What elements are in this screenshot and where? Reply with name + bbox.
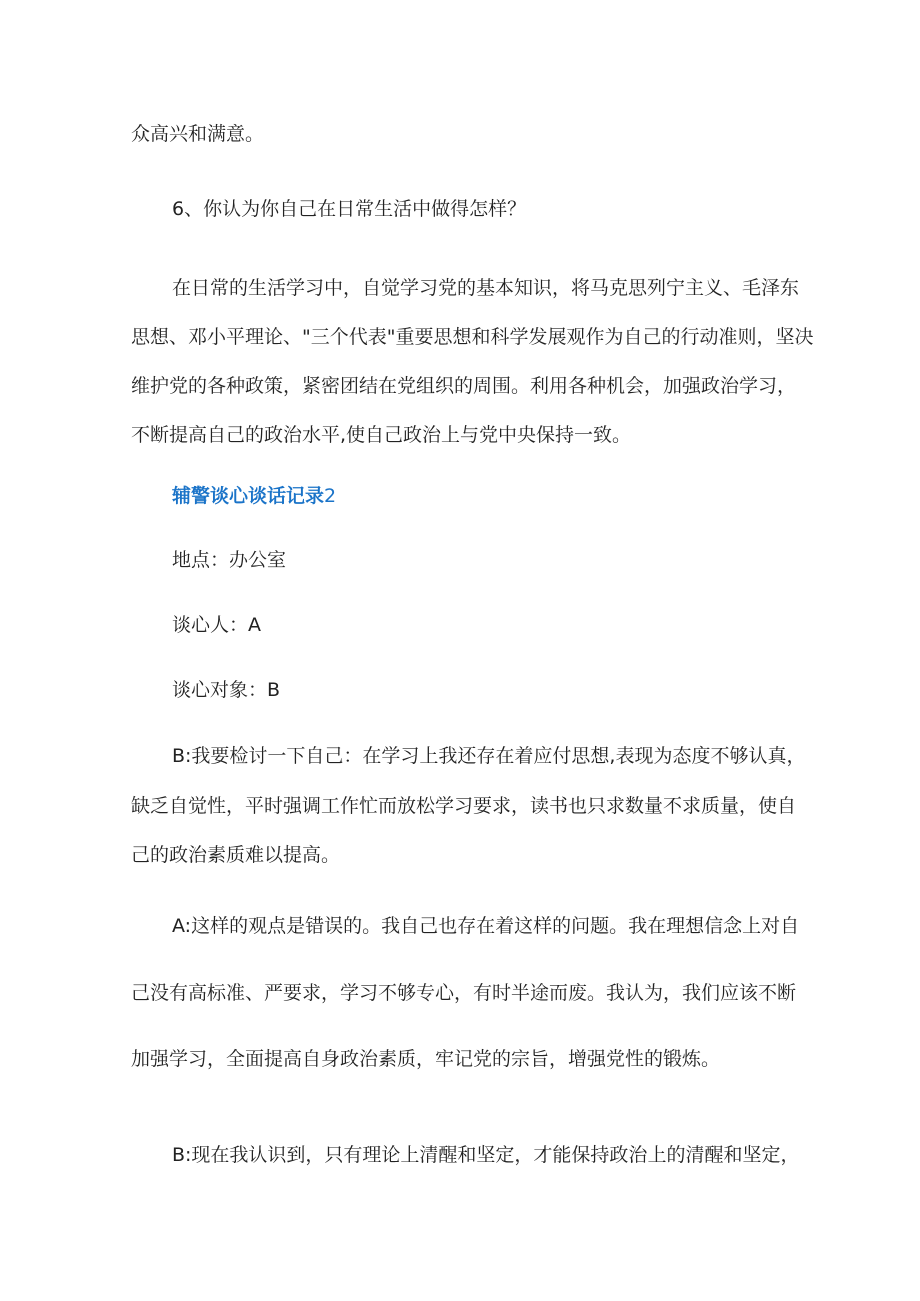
text-line: 加强学习，全面提高自身政治素质，牢记党的宗旨，增强党性的锻炼。 [131,1048,721,1070]
section-heading-text: 辅警谈心谈话记录 [172,485,325,507]
listener-line: 谈心对象：B [172,679,281,701]
text-line: B:我要检讨一下自己：在学习上我还存在着应付思想,表现为态度不够认真， [172,745,806,767]
text-line: 不断提高自己的政治水平,使自己政治上与党中央保持一致。 [131,424,632,446]
text-line: B:现在我认识到，只有理论上清醒和坚定，才能保持政治上的清醒和坚定， [172,1144,800,1166]
text-line: 维护党的各种政策，紧密团结在党组织的周围。利用各种机会，加强政治学习， [131,375,797,397]
text-line: 众高兴和满意。 [131,123,265,145]
text-line: 在日常的生活学习中，自觉学习党的基本知识，将马克思列宁主义、毛泽东 [172,277,800,299]
section-heading [172,484,336,508]
text-line: 己没有高标准、严要求，学习不够专心，有时半途而废。我认为，我们应该不断 [131,982,797,1004]
speaker-line: 谈心人：A [172,614,261,636]
text-line: 思想、邓小平理论、"三个代表"重要思想和科学发展观作为自己的行动准则，坚决 [131,326,814,348]
text-line: 缺乏自觉性，平时强调工作忙而放松学习要求，读书也只求数量不求质量，使自 [131,795,797,817]
location-line: 地点：办公室 [172,549,287,571]
text-line: 己的政治素质难以提高。 [131,844,341,866]
text-line: A:这样的观点是错误的。我自己也存在着这样的问题。我在理想信念上对自 [172,915,800,937]
question-line: 6、你认为你自己在日常生活中做得怎样？ [172,198,527,220]
section-heading-number: 2 [324,485,337,507]
